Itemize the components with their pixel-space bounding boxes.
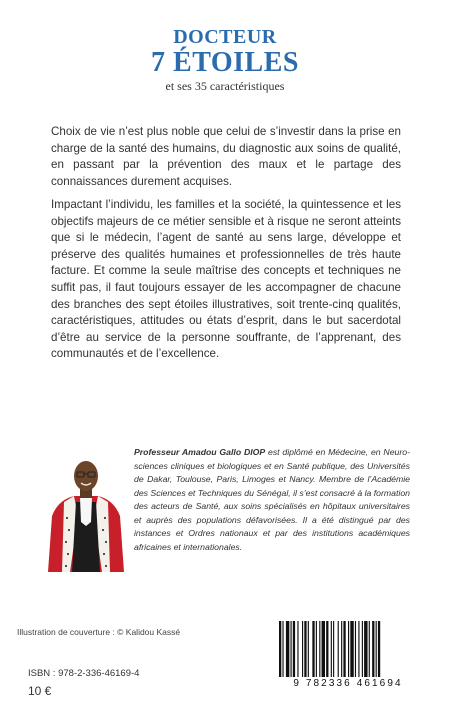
barcode-bar [322,621,325,677]
barcode-bar [312,621,314,677]
author-portrait-illustration [44,456,128,572]
barcode-bar [369,621,370,677]
isbn: ISBN : 978-2-336-46169-4 [28,668,140,679]
price: 10 € [28,684,52,698]
barcode-bar [279,621,281,677]
paragraph-2: Impactant l’individu, les familles et la société, la quintessence et les objectifs majeurs de ce métier sensible et à risque ne seront atteints que si le médecin, l’agent de santé au sens large, développe et préserve des qualités humaines et professionnelles de très haute facture. Et comme la seule maîtrise des concepts et techniques ne suffit pas, il faut toujours essayer de les accompagner de chacune des branches des sept étoiles illustratives, soit trente-cinq qualités, caractéristiques, attitudes ou états d’esprit, dans le but sacerdotal d’être au service de la personne souffrante, de l’apprenant, des communautés et de l’excellence. [51,198,401,361]
author-photo [44,456,128,572]
author-name: Professeur Amadou Gallo DIOP [134,447,266,457]
barcode-bar [341,621,342,677]
barcode-bar [364,621,367,677]
barcode [273,619,423,691]
barcode-bar [331,621,332,677]
barcode-bars-icon [273,619,423,677]
barcode-bar [297,621,298,677]
barcode-bar [376,621,377,677]
barcode-bar [348,621,349,677]
barcode-bar [291,621,292,677]
barcode-bar [286,621,289,677]
book-title-line2: 7 ÉTOILES [151,47,299,78]
title-block [0,26,450,94]
paragraph-1: Choix de vie n’est plus noble que celui de s’investir dans la prise en charge de la santé des humains, du diagnostic aux soins de qualité, en passant par la prévention des maux et le partage des connaissances durement acquises. [51,125,401,188]
illustration-credit: Illustration de couverture : © Kalidou Kassé [17,627,181,637]
barcode-bar [308,621,309,677]
barcode-bar [358,621,359,677]
author-bio-text: est diplômé en Médecine, en Neuro-sciences cliniques et biologiques et en Santé publique, des Universités de Dakar, Toulouse, Paris, Limoges et Nancy. Membre de l’Académie des Sciences et Techniques du Sénégal, il s’est consacré à la formation des acteurs de Santé, aux soins spécialisés en hôpitaux universitaires et auprès des populations défavorisées. Il a été distingué par des instances et Ordres nationaux et par des institutions académiques africaines et internationales. [134,447,410,552]
barcode-bar [378,621,380,677]
barcode-bar [355,621,356,677]
barcode-bar [319,621,320,677]
book-subtitle: et ses 35 caractéristiques [165,79,285,93]
barcode-bar [372,621,374,677]
author-bio [134,446,410,554]
barcode-bar [316,621,317,677]
barcode-bar [350,621,353,677]
barcode-bar [293,621,295,677]
barcode-bar [326,621,328,677]
barcode-bar [362,621,363,677]
barcode-bar [304,621,306,677]
barcode-bar [343,621,345,677]
barcode-bar [338,621,339,677]
barcode-bar [282,621,283,677]
barcode-bar [333,621,334,677]
barcode-bar [302,621,303,677]
barcode-digits: 9 782336 461694 [293,678,403,689]
book-title-line1: DOCTEUR [173,26,277,48]
